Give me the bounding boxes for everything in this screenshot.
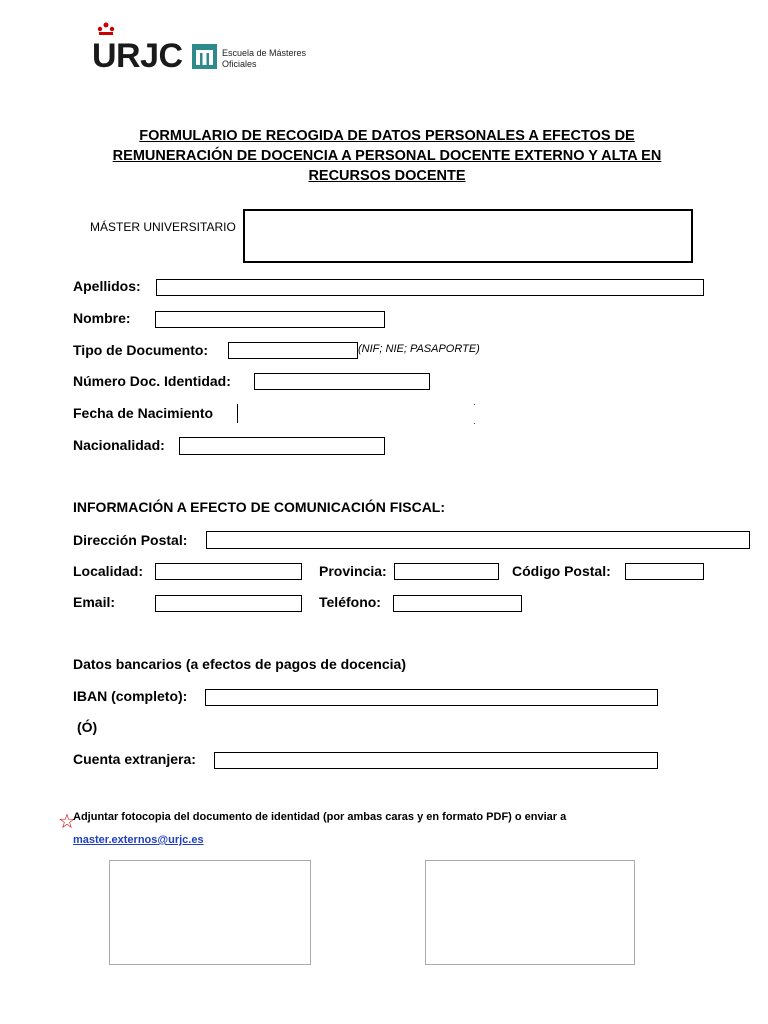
email-field[interactable] xyxy=(155,595,302,612)
cuenta-extranjera-label: Cuenta extranjera: xyxy=(73,751,196,767)
school-logo-mark xyxy=(192,44,217,69)
telefono-label: Teléfono: xyxy=(319,594,381,610)
form-title xyxy=(80,126,694,186)
dot-mark xyxy=(474,404,475,405)
or-label: (Ó) xyxy=(77,719,98,735)
school-name-line1: Escuela de Másteres xyxy=(222,48,307,58)
bank-heading: Datos bancarios (a efectos de pagos de docencia) xyxy=(73,656,406,672)
iban-label: IBAN (completo): xyxy=(73,688,188,704)
localidad-field[interactable] xyxy=(155,563,302,580)
title-line3: RECURSOS DOCENTE xyxy=(308,168,466,184)
id-back-upload-box[interactable] xyxy=(425,860,635,965)
cuenta-extranjera-field[interactable] xyxy=(214,752,658,769)
fecha-nacimiento-label: Fecha de Nacimiento xyxy=(73,405,214,421)
nombre-field[interactable] xyxy=(155,311,385,328)
star-outline-icon: ☆ xyxy=(58,811,76,833)
school-name xyxy=(222,48,306,70)
email-label: Email: xyxy=(73,594,116,610)
nacionalidad-field[interactable] xyxy=(179,437,385,455)
master-field[interactable] xyxy=(243,209,693,263)
numero-doc-label: Número Doc. Identidad: xyxy=(73,373,231,389)
telefono-field[interactable] xyxy=(393,595,522,612)
title-line2: REMUNERACIÓN DE DOCENCIA A PERSONAL DOCENTE EXTERNO Y ALTA EN xyxy=(112,148,662,164)
apellidos-field[interactable] xyxy=(156,279,704,296)
localidad-label: Localidad: xyxy=(73,563,144,579)
title-line1: FORMULARIO DE RECOGIDA DE DATOS PERSONALES A EFECTOS DE xyxy=(139,128,635,144)
apellidos-label: Apellidos: xyxy=(73,278,141,294)
fecha-nacimiento-field[interactable] xyxy=(237,404,238,423)
master-label: MÁSTER UNIVERSITARIO xyxy=(90,220,236,234)
attach-instructions: Adjuntar fotocopia del documento de identidad (por ambas caras y en formato PDF) o enviar a xyxy=(73,811,567,823)
fiscal-heading: INFORMACIÓN A EFECTO DE COMUNICACIÓN FISCAL: xyxy=(73,499,446,515)
codigo-postal-label: Código Postal: xyxy=(512,563,611,579)
crown-icon xyxy=(96,22,116,36)
school-name-line2: Oficiales xyxy=(222,59,257,69)
direccion-postal-label: Dirección Postal: xyxy=(73,532,188,548)
email-link[interactable]: master.externos@urjc.es xyxy=(73,834,204,846)
direccion-postal-field[interactable] xyxy=(206,531,750,549)
nacionalidad-label: Nacionalidad: xyxy=(73,437,165,453)
tipo-documento-hint: (NIF; NIE; PASAPORTE) xyxy=(358,343,480,355)
numero-doc-field[interactable] xyxy=(254,373,430,390)
nombre-label: Nombre: xyxy=(73,310,131,326)
iban-field[interactable] xyxy=(205,689,658,706)
urjc-logo: URJC xyxy=(92,37,183,75)
provincia-label: Provincia: xyxy=(319,563,387,579)
tipo-documento-label: Tipo de Documento: xyxy=(73,342,209,358)
codigo-postal-field[interactable] xyxy=(625,563,704,580)
provincia-field[interactable] xyxy=(394,563,499,580)
dot-mark xyxy=(474,423,475,424)
id-front-upload-box[interactable] xyxy=(109,860,311,965)
tipo-documento-field[interactable] xyxy=(228,342,358,359)
